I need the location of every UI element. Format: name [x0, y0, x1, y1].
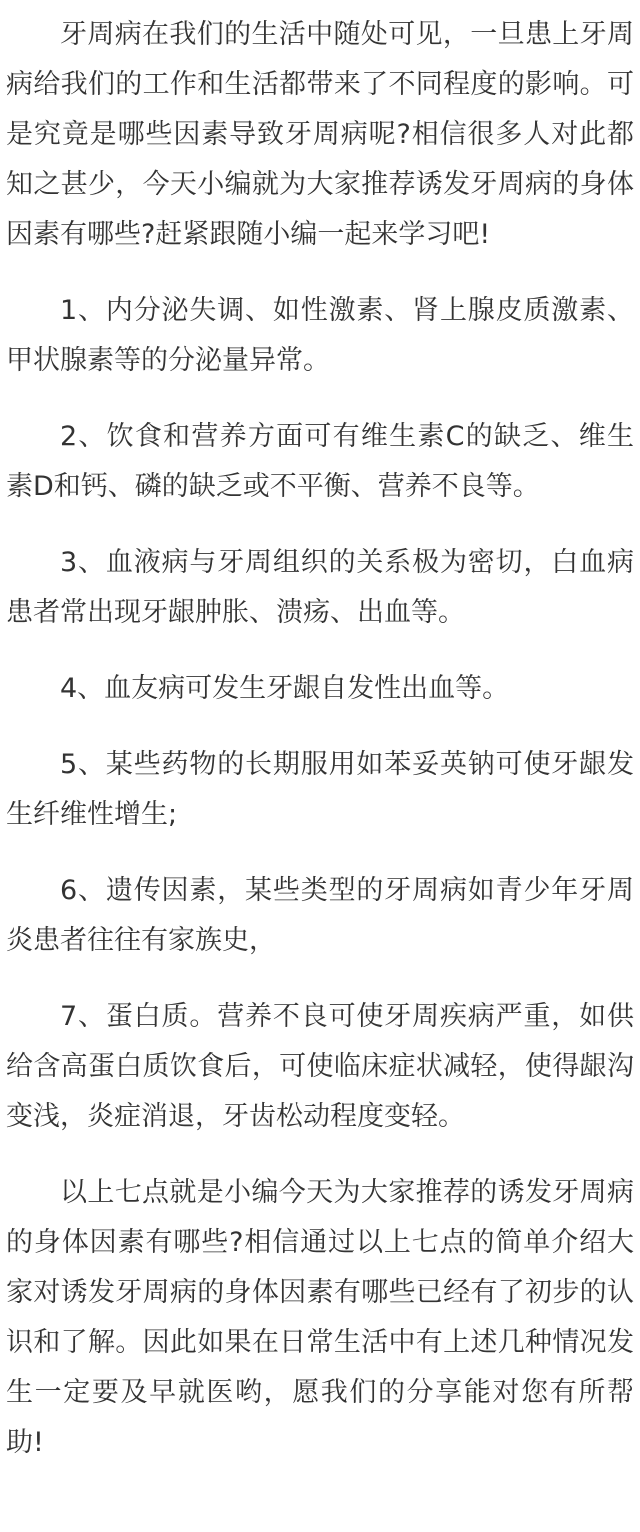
intro-paragraph: 牙周病在我们的生活中随处可见，一旦患上牙周病给我们的工作和生活都带来了不同程度的影响。可是究竟是哪些因素导致牙周病呢?相信很多人对此都知之甚少，今天小编就为大家推荐诱发牙周病的身体因素有哪些?赶紧跟随小编一起来学习吧!: [6, 19, 634, 250]
point-2-paragraph: 2、饮食和营养方面可有维生素C的缺乏、维生素D和钙、磷的缺乏或不平衡、营养不良等。: [6, 421, 634, 502]
point-7-paragraph: 7、蛋白质。营养不良可使牙周疾病严重，如供给含高蛋白质饮食后，可使临床症状减轻，使得龈沟变浅，炎症消退，牙齿松动程度变轻。: [6, 1001, 634, 1132]
point-5-paragraph: 5、某些药物的长期服用如苯妥英钠可使牙龈发生纤维性增生;: [6, 749, 634, 830]
conclusion-paragraph: 以上七点就是小编今天为大家推荐的诱发牙周病的身体因素有哪些?相信通过以上七点的简单介绍大家对诱发牙周病的身体因素有哪些已经有了初步的认识和了解。因此如果在日常生活中有上述几种情况发生一定要及早就医哟，愿我们的分享能对您有所帮助!: [6, 1177, 634, 1458]
point-4-paragraph: 4、血友病可发生牙龈自发性出血等。: [60, 673, 510, 704]
point-6-paragraph: 6、遗传因素，某些类型的牙周病如青少年牙周炎患者往往有家族史，: [6, 875, 634, 956]
point-1-paragraph: 1、内分泌失调、如性激素、肾上腺皮质激素、甲状腺素等的分泌量异常。: [6, 295, 634, 376]
point-3-paragraph: 3、血液病与牙周组织的关系极为密切，白血病患者常出现牙龈肿胀、溃疡、出血等。: [6, 547, 634, 628]
